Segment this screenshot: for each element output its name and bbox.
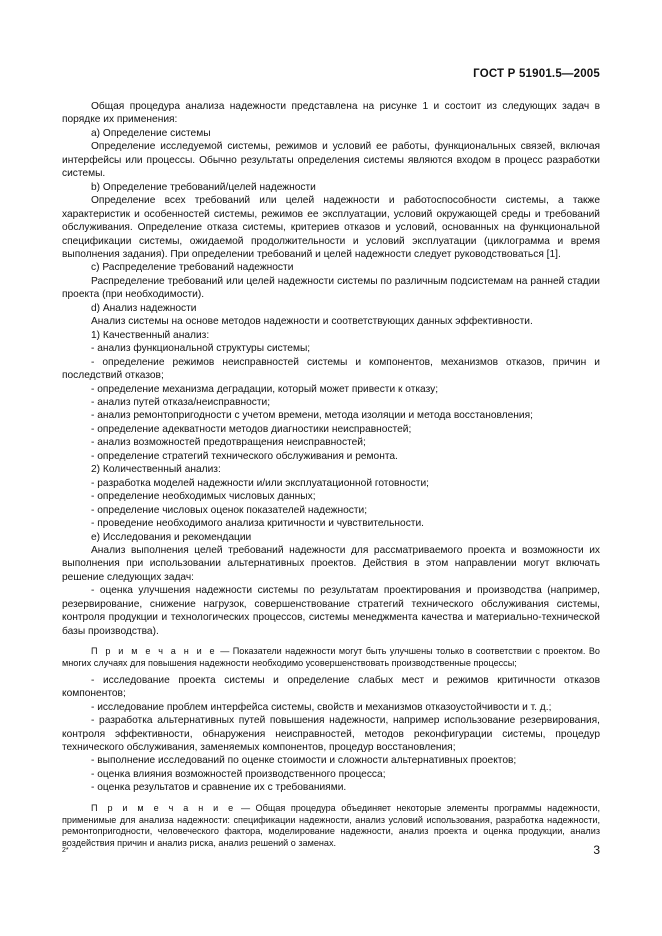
note: [62, 646, 600, 670]
page-body: [62, 100, 600, 850]
list-item: - анализ возможностей предотвращения неисправностей;: [91, 437, 366, 449]
list-item: - анализ функциональной структуры системы;: [91, 343, 311, 355]
list-item: - разработка моделей надежности и/или эксплуатационной готовности;: [91, 477, 429, 489]
list-item: - оценка влияния возможностей производственного процесса;: [91, 768, 386, 780]
paragraph: Общая процедура анализа надежности представлена на рисунке 1 и состоит из следующих задач в порядке их применения:: [62, 101, 600, 126]
list-item: - проведение необходимого анализа критичности и чувствительности.: [91, 518, 424, 530]
sheet-signature: 2*: [62, 847, 69, 854]
list-item: - оценка улучшения надежности системы по результатам проектирования и производства (например, резервирование, снижение нагрузок, совершенствование стратегий технического обслуживания системы, контроля продукции и технологических процессов, системы менеджмента качества и материально-технической базы производства).: [62, 585, 600, 637]
note-label: П р и м е ч а н и е: [91, 646, 217, 657]
list-item: - исследование проблем интерфейса системы, свойств и механизмов отказоустойчивости и т. д.;: [91, 701, 552, 713]
paragraph: Анализ системы на основе методов надежности и соответствующих данных эффективности.: [91, 316, 533, 328]
standard-header: ГОСТ Р 51901.5—2005: [473, 68, 600, 80]
section-heading: e) Исследования и рекомендации: [91, 531, 252, 543]
note-label: П р и м е ч а н и е: [91, 802, 236, 813]
list-item: - анализ путей отказа/неисправности;: [91, 396, 271, 408]
list-item: - исследование проекта системы и определение слабых мест и режимов критичности отказов компонентов;: [62, 674, 600, 700]
list-item: - оценка результатов и сравнение их с требованиями.: [91, 782, 347, 794]
paragraph: Распределение требований или целей надежности системы по различным подсистемам на ранней стадии проекта (при необходимости).: [62, 275, 600, 301]
subsection-heading: 1) Качественный анализ:: [91, 329, 210, 341]
list-item: - определение стратегий технического обслуживания и ремонта.: [91, 450, 398, 462]
note-text: — Общая процедура объединяет некоторые элементы программы надежности, применимые для анализа надежности: спецификации надежности, анализ условий использования, разработка надежности, ремонтопригодности, человеческого фактора, моделирование надежности, анализ проекта и оценка продукции, анализ воздействия причин и анализ риска, анализ решений о заменах.: [62, 802, 601, 849]
list-item: - анализ ремонтопригодности с учетом времени, метода изоляции и метода восстановления;: [91, 410, 533, 422]
section-heading: c) Распределение требований надежности: [91, 262, 294, 274]
note-text: — Показатели надежности могут быть улучшены только в соответствии с проектом. Во многих случаях для повышения надежности необходимо усовершенствовать производственные процессы;: [62, 646, 600, 668]
page-number: 3: [593, 843, 600, 857]
section-heading: d) Анализ надежности: [91, 302, 197, 314]
note: [62, 803, 600, 850]
list-item: - определение необходимых числовых данных;: [91, 491, 316, 503]
paragraph: Определение исследуемой системы, режимов и условий ее работы, функциональных связей, включая интерфейсы или процессы. Обычно результаты определения системы являются входом в процесс разработки системы.: [62, 141, 600, 180]
list-item: - определение режимов неисправностей системы и компонентов, механизмов отказов, причин и последствий отказов;: [62, 356, 600, 382]
section-heading: b) Определение требований/целей надежности: [91, 181, 316, 193]
section-heading: a) Определение системы: [91, 127, 211, 139]
list-item: - определение механизма деградации, который может привести к отказу;: [91, 383, 439, 395]
list-item: - определение адекватности методов диагностики неисправностей;: [91, 423, 412, 435]
paragraph: Анализ выполнения целей требований надежности для рассматриваемого проекта и возможности их выполнения при использовании альтернативных проектов. Действия в этом направлении могут включать решение следующих задач:: [62, 544, 600, 583]
list-item: - определение числовых оценок показателей надежности;: [91, 504, 368, 516]
paragraph: Определение всех требований или целей надежности и работоспособности системы, а также характеристик и особенностей системы, режимов ее эксплуатации, условий окружающей среды и требований обслуживания. Определение отказа системы, критериев отказов и условий, основанных на функциональной спецификации системы, ожидаемой продолжительности и условий эксплуатации (циклограмма и время выполнения задания). При определении требований и целей надежности следует руководствоваться [1].: [62, 195, 600, 260]
subsection-heading: 2) Количественный анализ:: [91, 464, 221, 476]
list-item: - разработка альтернативных путей повышения надежности, например использование резервирования, контроля эффективности, обнаружения неисправностей, методов реконфигурации системы, процедур технического обслуживания, заменяемых компонентов, процедур восстановления;: [62, 715, 600, 753]
list-item: - выполнение исследований по оценке стоимости и сложности альтернативных проектов;: [91, 755, 517, 767]
